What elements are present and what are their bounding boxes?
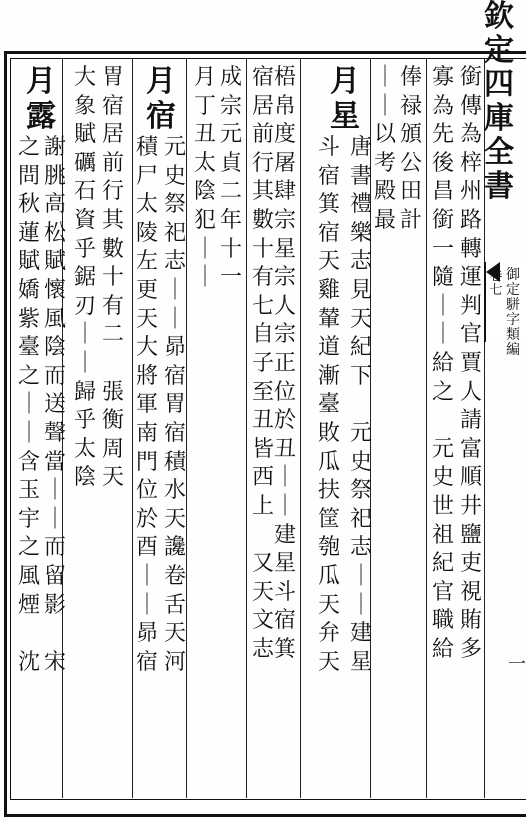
text-column: 大 象 賦 礪 石 資 乎 鋸 刃 ｜ ｜ 歸 乎 太 陰 <box>73 65 96 491</box>
text-column: 元 史 祭 祀 志 ｜ ｜ 昴 宿 胃 宿 積 水 天 讒 卷 舌 天 河 <box>163 135 186 675</box>
column-rule <box>300 58 301 798</box>
text-column: 銜 傳 為 梓 州 路 轉 運 判 官 賈 人 請 富 順 井 鹽 吏 視 賄 多 <box>459 65 482 662</box>
column-rule <box>426 58 427 798</box>
side-volume-label: 卷 七 <box>489 269 503 298</box>
column-rule <box>246 58 247 798</box>
book-title: 欽 定 四 庫 全 書 <box>484 0 514 204</box>
text-column: 月 丁 丑 太 陰 犯 ｜ ｜ <box>193 65 216 291</box>
text-column: 謝 朓 高 松 賦 懷 風 陰 而 送 聲 當 ｜ ｜ 而 留 影 宋 <box>43 135 66 675</box>
entry-heading: 月 星 <box>330 64 360 134</box>
text-column: 俸 禄 頒 公 田 計 <box>399 65 422 233</box>
text-column: 積 尸 太 陵 左 更 天 大 將 軍 南 門 位 於 酉 ｜ ｜ 昴 宿 <box>135 135 158 675</box>
text-column: ｜ ｜ 以 考 殿 最 <box>373 65 396 233</box>
text-column: 唐 書 禮 樂 志 見 天 紀 下 元 史 祭 祀 志 ｜ ｜ 建 星 <box>349 135 372 675</box>
page-number: 一 <box>508 654 526 675</box>
side-book-title: 御 定 駢 字 類 編 <box>506 267 520 358</box>
entry-heading: 月 宿 <box>146 64 176 134</box>
text-column: 成 宗 元 貞 二 年 十 一 <box>219 65 242 291</box>
text-column: 胃 宿 居 前 行 其 數 十 有 二 張 衡 周 天 <box>101 65 124 491</box>
text-column: 之 問 秋 蓮 賦 嬌 紫 臺 之 ｜ ｜ 含 玉 宇 之 風 煙 沈 <box>17 135 40 675</box>
entry-heading: 月 露 <box>26 64 56 134</box>
text-column: 寡 為 先 後 昌 銜 一 隨 ｜ ｜ 給 之 元 史 世 祖 紀 官 職 給 <box>431 65 454 662</box>
text-column: 斗 宿 箕 宿 天 雞 輦 道 漸 臺 敗 瓜 扶 筐 匏 瓜 天 弁 天 <box>317 135 340 675</box>
text-column: 宿 居 前 行 其 數 十 有 七 自 子 至 丑 皆 西 上 又 天 文 志 <box>251 65 274 662</box>
text-column: 梧 帛 度 屠 肆 宗 星 宗 人 宗 正 位 於 丑 ｜ ｜ 建 星 斗 宿 箕 <box>273 65 296 662</box>
